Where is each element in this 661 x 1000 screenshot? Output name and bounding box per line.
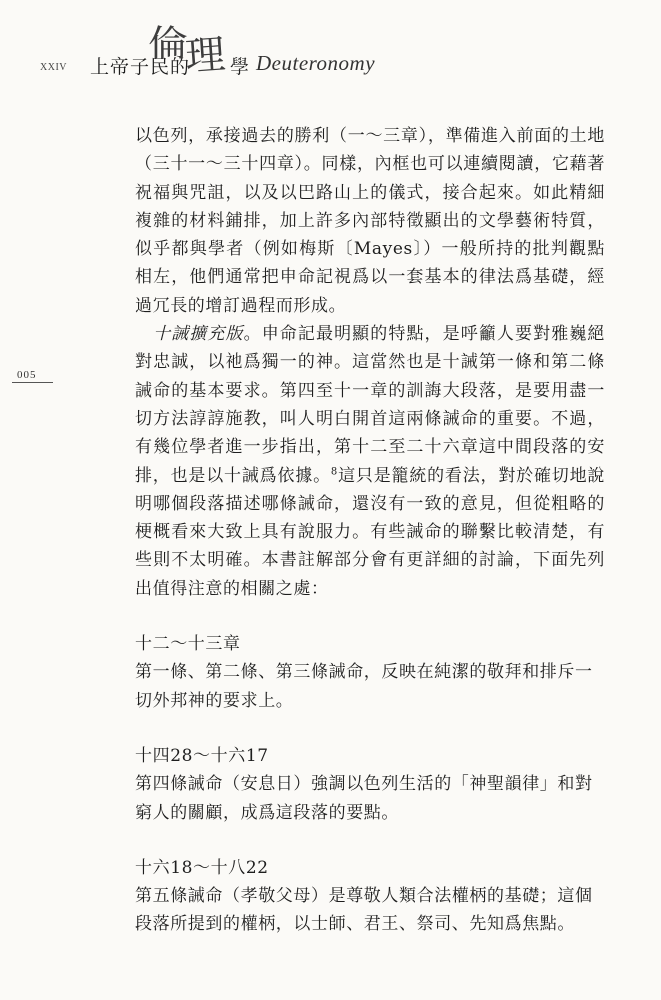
section-title: 十四28～十六17 xyxy=(135,745,269,766)
book-title-large-char-1: 倫 xyxy=(148,22,188,65)
book-title-large-char-2: 理 xyxy=(183,31,227,81)
paragraph-2-term: 十誡擴充版 xyxy=(152,324,244,345)
section-block-3 xyxy=(135,854,605,939)
section-text: 第一條、第二條、第三條誡命，反映在純潔的敬拜和排斥一切外邦神的要求上。 xyxy=(135,662,593,711)
book-title-latin: Deuteronomy xyxy=(256,51,376,75)
running-header xyxy=(0,0,661,110)
section-text: 第四條誡命（安息日）強調以色列生活的「神聖韻律」和對窮人的關顧，成爲這段落的要點。 xyxy=(135,774,593,823)
section-block-2 xyxy=(135,742,605,827)
paragraph-2-text-a: 。申命記最明顯的特點，是呼籲人要對雅巍絕對忠誠，以祂爲獨一的神。這當然也是十誡第一條和第二條誡命的基本要求。第四至十一章的訓誨大段落，是要用盡一切方法諄諄施教，叫人明白開首這兩條誡命的重要。不過，有幾位學者進一步指出，第十二至二十六章這中間段落的安排，也是以十誡爲依據。 xyxy=(135,324,606,486)
section-text: 第五條誡命（孝敬父母）是尊敬人類合法權柄的基礎；這個段落所提到的權柄，以士師、君王、祭司、先知爲焦點。 xyxy=(135,886,593,935)
section-block-1 xyxy=(135,630,605,715)
page-number-roman: XXIV xyxy=(40,62,67,73)
book-title-suffix: 學 xyxy=(230,56,250,78)
paragraph-1: 以色列，承接過去的勝利（一～三章），準備進入前面的土地（三十一～三十四章）。同樣，內框也可以連續閱讀，它藉著祝福與咒詛，以及以巴路山上的儀式，接合起來。如此精細複雜的材料鋪排，加上許多內部特徵顯出的文學藝術特質，似乎都與學者（例如梅斯〔Mayes〕）一般所持的批判觀點相左，他們通常把申命記視爲以一套基本的律法爲基礎，經過冗長的增訂過程而形成。 xyxy=(135,126,605,316)
paragraph-2-text-b: 這只是籠統的看法，對於確切地說明哪個段落描述哪條誡命，還沒有一致的意見，但從粗略的梗概看來大致上具有說服力。有些誡命的聯繫比較清楚，有些則不太明確。本書註解部分會有更詳細的討論，下面先列出值得注意的相關之處： xyxy=(135,465,606,599)
footnote-marker: 8 xyxy=(330,465,338,477)
body-content xyxy=(135,122,605,939)
book-title-prefix: 上帝子民的 xyxy=(90,56,191,78)
section-title: 十六18～十八22 xyxy=(135,857,269,878)
side-page-number: 005 xyxy=(12,368,53,383)
section-title: 十二～十三章 xyxy=(135,634,241,655)
paragraph-2 xyxy=(135,320,605,603)
